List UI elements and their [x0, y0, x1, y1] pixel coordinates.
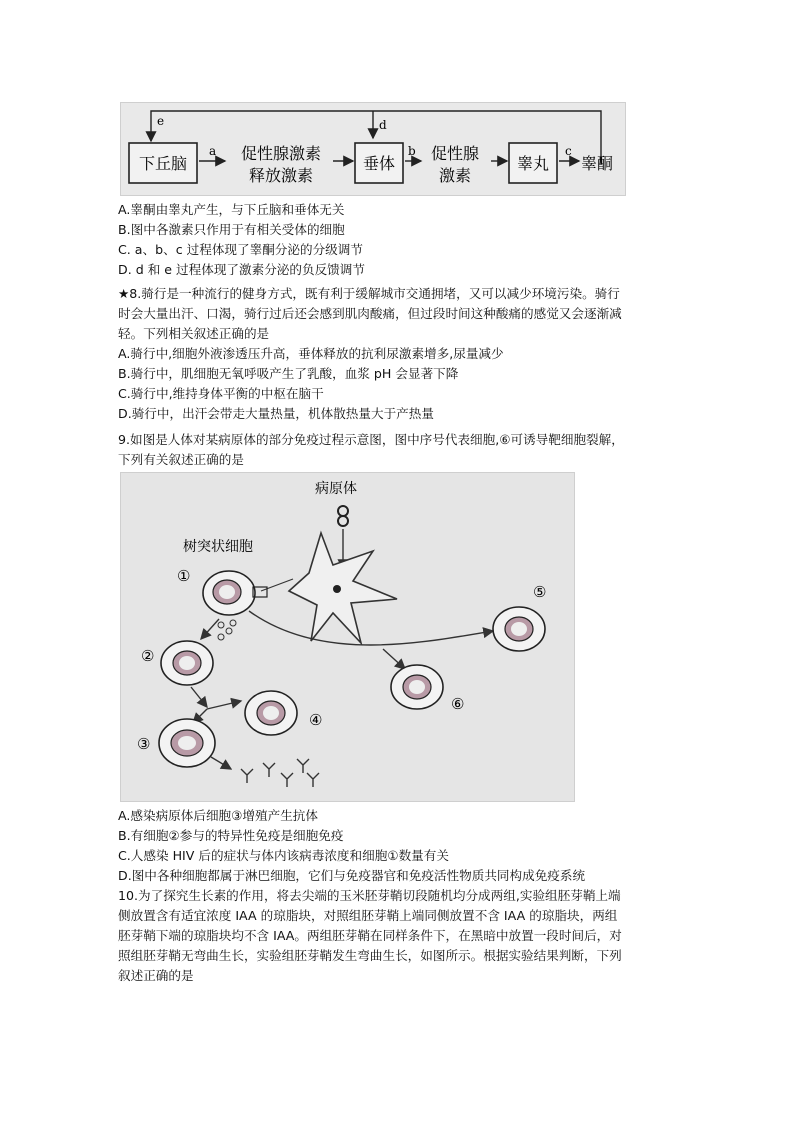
antibody-icons: [241, 759, 319, 787]
q10-stem-line-5: 叙述正确的是: [118, 968, 194, 983]
box-hypothalamus-label: 下丘脑: [138, 154, 188, 173]
arrow-label-c: c: [565, 144, 572, 158]
label-cell-6: ⑥: [451, 695, 465, 713]
q8-option-a: A.骑行中,细胞外液渗透压升高，垂体释放的抗利尿激素增多,尿量减少: [118, 346, 504, 361]
arrow-label-e: e: [157, 114, 165, 128]
q9-option-c: C.人感染 HIV 后的症状与体内该病毒浓度和细胞①数量有关: [118, 848, 449, 863]
pathogen-label: 病原体: [315, 481, 357, 497]
question-8: [118, 284, 678, 424]
q8-option-b: B.骑行中，肌细胞无氧呼吸产生了乳酸，血浆 pH 会显著下降: [118, 366, 459, 381]
arrow-cell1-to-cell5: [249, 611, 493, 645]
q9-options: [118, 806, 678, 886]
cell-2-icon: [161, 641, 213, 685]
q9-option-d: D.图中各种细胞都属于淋巴细胞，它们与免疫器官和免疫活性物质共同构成免疫系统: [118, 868, 586, 883]
hormone-regulation-figure: [120, 102, 626, 196]
cytokine-dots: [218, 620, 236, 640]
hormone2-line2: 激素: [438, 166, 472, 185]
q9-stem-line-1: 9.如图是人体对某病原体的部分免疫过程示意图，图中序号代表细胞,⑥可诱导靶细胞裂解，: [118, 432, 624, 447]
q7-options: [118, 200, 678, 280]
q10-stem-line-2: 侧放置含有适宜浓度 IAA 的琼脂块，对照组胚芽鞘上端同侧放置不含 IAA 的琼脂块，两组: [118, 908, 618, 923]
label-cell-4: ④: [309, 711, 323, 729]
cell-5-icon: [493, 607, 545, 651]
hormone1-line1: 促性腺激素: [240, 144, 322, 163]
dendritic-cell-nucleus: [333, 585, 341, 593]
question-10: [118, 886, 678, 986]
q9-option-b: B.有细胞②参与的特异性免疫是细胞免疫: [118, 828, 344, 843]
immune-diagram: [121, 473, 574, 801]
cell-6-icon: [391, 665, 443, 709]
q7-option-c: C. a、b、c 过程体现了睾酮分泌的分级调节: [118, 242, 363, 257]
pathogen-icon: [338, 506, 348, 526]
arrow-cell1-to-cell2: [201, 619, 219, 639]
label-cell-2: ②: [141, 647, 155, 665]
arrow-cell3-to-antibodies: [211, 757, 231, 769]
box-testis-label: 睾丸: [516, 154, 550, 173]
q8-option-d: D.骑行中，出汗会带走大量热量，机体散热量大于产热量: [118, 406, 434, 421]
q8-stem-line-3: 轻。下列相关叙述正确的是: [118, 326, 270, 341]
box-pituitary-label: 垂体: [362, 154, 396, 173]
q7-option-a: A.睾酮由睾丸产生，与下丘脑和垂体无关: [118, 202, 345, 217]
q10-stem-line-1: 10.为了探究生长素的作用，将去尖端的玉米胚芽鞘切段随机均分成两组,实验组胚芽鞘上端: [118, 888, 621, 903]
arrow-cell2-to-branch: [191, 687, 207, 707]
q9-stem-line-2: 下列有关叙述正确的是: [118, 452, 244, 467]
q7-option-b: B.图中各激素只作用于有相关受体的细胞: [118, 222, 345, 237]
hormone-flow-diagram: [121, 103, 625, 195]
question-9-stem: [118, 430, 678, 470]
immune-response-figure: [120, 472, 575, 802]
label-cell-5: ⑤: [533, 583, 547, 601]
dendritic-cell-label: 树突状细胞: [183, 539, 253, 555]
arrow-to-cell4: [207, 701, 241, 709]
q10-stem-line-3: 胚芽鞘下端的琼脂块均不含 IAA。两组胚芽鞘在同样条件下，在黑暗中放置一段时间后，对: [118, 928, 622, 943]
label-cell-3: ③: [137, 735, 151, 753]
q8-option-c: C.骑行中,维持身体平衡的中枢在脑干: [118, 386, 324, 401]
arrow-label-a: a: [209, 144, 217, 158]
product-testosterone: 睾酮: [581, 154, 614, 173]
hormone2-line1: 促性腺: [430, 144, 480, 163]
q8-stem-line-1: ★8.骑行是一种流行的健身方式，既有利于缓解城市交通拥堵，又可以减少环境污染。骑行: [118, 286, 620, 301]
q9-option-a: A.感染病原体后细胞③增殖产生抗体: [118, 808, 318, 823]
q7-option-d: D. d 和 e 过程体现了激素分泌的负反馈调节: [118, 262, 365, 277]
hormone1-line2: 释放激素: [248, 166, 314, 185]
cell-1-icon: [203, 571, 267, 615]
arrow-to-cell6: [383, 649, 405, 669]
q10-stem-line-4: 照组胚芽鞘无弯曲生长，实验组胚芽鞘发生弯曲生长，如图所示。根据实验结果判断，下列: [118, 948, 622, 963]
arrow-label-b: b: [408, 144, 416, 158]
q8-stem-line-2: 时会大量出汗、口渴，骑行过后还会感到肌肉酸痛，但过段时间这种酸痛的感觉又会逐渐减: [118, 306, 622, 321]
label-cell-1: ①: [177, 567, 191, 585]
arrow-label-d: d: [379, 118, 387, 132]
cell-3-icon: [159, 719, 215, 767]
dc-pointer-line: [261, 579, 293, 591]
cell-4-icon: [245, 691, 297, 735]
